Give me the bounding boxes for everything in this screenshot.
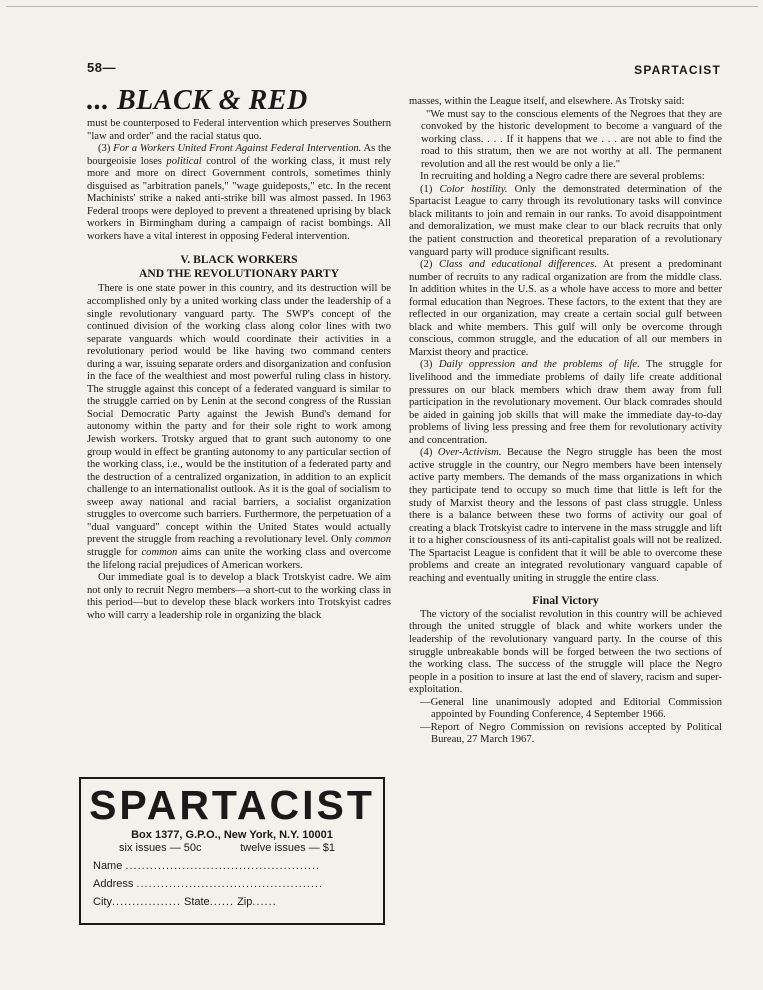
left-column xyxy=(87,118,391,622)
final-victory-heading: Final Victory xyxy=(532,593,599,608)
zip-label: Zip xyxy=(237,896,253,908)
address-label: Address xyxy=(93,878,134,890)
subscription-box xyxy=(79,777,385,925)
paragraph xyxy=(409,359,722,447)
text-run: Only the demonstrated determination of the Spartacist League to carry through its revolutionary tasks will convince black militants to join and remain in our ranks. To avoid disappointment and demoralization, we must make clear to our black recruits that only the patient construction and theoretical preparation of a revolutionary vanguard party will produce significant results. xyxy=(409,183,722,258)
item-heading: Color hostility. xyxy=(439,183,508,195)
paragraph xyxy=(409,259,722,359)
text-run: control of the working class, it must rely more and more on direct Government controls, sometimes thinly disguised as "arbitration panels," "wage guideposts," etc. In the recent Machinists' strike a naked anti-strike bill was almost passed. In 1963 Federal troops were deployed to prevent a threatened uprising by black workers in Birmingham during a campaign of racist bombings. All workers have a vital interest in opposing Federal intervention. xyxy=(87,155,391,242)
text-run: aims can unite the working class and overcome the lifelong racial prejudices of American workers. xyxy=(87,546,392,571)
text-run: At present a predominant number of recruits to any radical organization are from the middle class. In addition whites in the U.S. as a whole have access to more and better formal education than Negroes. These factors, to the extent that they are reflected in our organization, may create a certain social gulf between black and white members. This gulf will only be overcome through conscious, common struggle, and the education of all our members in Marxist theory and practice. xyxy=(409,259,722,358)
item-heading: Over-Activism. xyxy=(437,447,502,459)
running-head: SPARTACIST xyxy=(634,63,721,77)
emphasis: political xyxy=(166,155,202,167)
right-column xyxy=(409,96,722,747)
city-state-zip-line[interactable]: City................. State...... Zip...... xyxy=(93,896,277,908)
paragraph xyxy=(409,447,722,585)
paragraph: In recruiting and holding a Negro cadre there are several problems: xyxy=(420,171,705,183)
source-note: —General line unanimously adopted and Editorial Commission appointed by Founding Conference, 4 September 1966. xyxy=(420,696,722,721)
page-edge-line xyxy=(6,6,758,7)
item-heading: For a Workers United Front Against Federal Intervention. xyxy=(113,143,362,155)
article-title: ... BLACK & RED xyxy=(87,85,308,116)
paragraph xyxy=(87,143,391,243)
emphasis: common xyxy=(141,546,178,558)
trotsky-quote: "We must say to the conscious elements of the Negroes that they are convoked by the historic development to become a vanguard of the working class. . . . If it happens that we . . . are not able to find the road to this stratum, then we are not worthy at all. The permanent revolution and all the rest would be only a lie." xyxy=(421,108,722,170)
text-run: The struggle for livelihood and the immediate problems of daily life create additional pressures on our black members which draw them away from full participation in the revolutionary movement. Our black comrades should be aided in gaining job skills that will make the immediate day-to-day problems of living less pressing and free them for revolutionary activity and concentration. xyxy=(409,359,722,446)
city-label: City xyxy=(93,896,112,908)
price-six-issues: six issues — 50c xyxy=(119,842,202,854)
section-heading-line: V. BLACK WORKERS xyxy=(180,253,298,267)
paragraph: Our immediate goal is to develop a black Trotskyist cadre. We aim not only to recruit Negro members—a short-cut to the working class in this period—but to develop these black workers into Trotskyist cadres who will carry a leadership role in organizing the black xyxy=(87,572,391,621)
text-run: As the bourgeoisie loses xyxy=(87,143,391,167)
paragraph: masses, within the League itself, and elsewhere. As Trotsky said: xyxy=(409,96,685,107)
name-label: Name xyxy=(93,860,123,872)
mailing-address: Box 1377, G.P.O., New York, N.Y. 10001 xyxy=(131,829,333,841)
paragraph: The victory of the socialist revolution in this country will be achieved through the united struggle of black and white workers under the leadership of the revolutionary vanguard party. In the course of this struggle unbreakable bonds will be forged between the two sections of the working class. The success of the struggle will place the Negro people in a position to insure at last the end of slavery, racism and super-exploitation. xyxy=(409,608,722,696)
price-twelve-issues: twelve issues — $1 xyxy=(240,842,335,854)
section-heading xyxy=(87,253,391,281)
text-run: struggle for xyxy=(87,546,142,558)
section-heading-line: AND THE REVOLUTIONARY PARTY xyxy=(138,267,340,281)
source-note: —Report of Negro Commission on revisions accepted by Political Bureau, 27 March 1967. xyxy=(420,721,722,746)
text-run: Because the Negro struggle has been the most active struggle in the country, our Negro members have been intensely active party members. The demands of the mass organizations in which they participate tend to occupy so much time that little is left for the study of Marxist theory and the lessons of past class struggle. Unless there is a balance between these two forms of activity our goal of creating a black Trotskyist cadre to intervene in the mass struggle and lift it to a higher consciousness of its anti-capitalist goals will not be realized. The Spartacist League is confident that it will be able to overcome these problems and create an integrated revolutionary vanguard capable of reaching and eventually uniting in struggle the entire class. xyxy=(409,447,722,584)
spartacist-logo: SPARTACIST xyxy=(89,782,375,828)
subscription-prices xyxy=(81,842,383,854)
item-number: (1) xyxy=(420,183,440,195)
paragraph xyxy=(409,184,722,259)
paragraph: must be counterposed to Federal intervention which preserves Southern "law and order" and the racial status quo. xyxy=(87,118,391,142)
paragraph xyxy=(87,283,391,572)
emphasis: common xyxy=(355,534,391,546)
item-heading: Class and educational differences. xyxy=(438,259,597,271)
item-number: (3) xyxy=(420,359,439,371)
page-number: 58— xyxy=(87,60,116,75)
item-number: (3) xyxy=(98,143,114,155)
item-heading: Daily oppression and the problems of life. xyxy=(438,359,640,371)
address-line[interactable]: Address .............................................. xyxy=(93,878,324,890)
item-number: (2) xyxy=(420,259,439,271)
name-line[interactable]: Name ................................................ xyxy=(93,860,321,872)
state-label: State xyxy=(183,896,210,908)
text-run: There is one state power in this country, and its destruction will be accomplished only by a united working class under the leadership of a single revolutionary vanguard party. The SWP's concept of the continued division of the working class along color lines with two separate vanguards which would coordinate their activities in a revolutionary period would be like having two command centers during a war, issuing separate orders and disorganization and confusion in the face of the wealthiest and most powerful ruling class in history. The struggle against this concept of a federated vanguard is similar to the struggle carried on by Lenin at the second congress of the Russian Social Democratic Party against the Jewish Bund's demand for autonomy within the party and for their sole right to work among Jewish workers. Trotsky argued that to grant such autonomy to one group would in effect be granting autonomy to any particular section of the working class, i.e., would be the institution of a federated party and the destruction of a centralized organization, in addition to an explicit challenge to an internationalist outlook. As it is the goal of socialism to sweep away national and racial barriers, a socialist organization struggles to overcome such barriers. Furthermore, the perpetuation of a "dual vanguard" concept within the United States would actually prevent the struggle from reaching a revolutionary level. Only xyxy=(87,283,391,546)
item-number: (4) xyxy=(420,447,438,459)
